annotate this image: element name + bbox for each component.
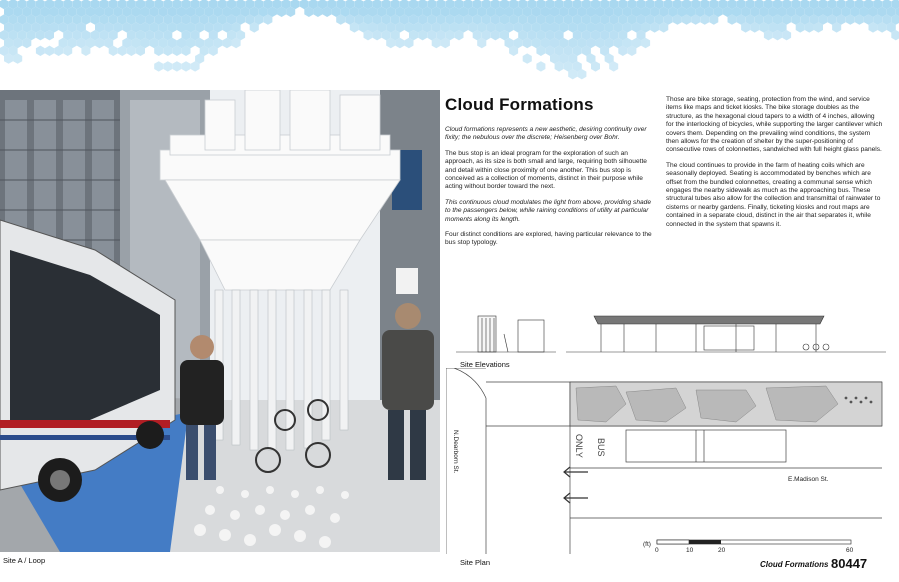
site-elevations-drawing xyxy=(446,312,886,358)
hexagon-cell xyxy=(154,61,163,71)
paragraph: This continuous cloud modulates the light from above, providing shade to the passengers below, while raining conditions of utility at particular moments along its length. xyxy=(445,198,651,223)
paragraph: The cloud continues to provide in the farm of heating coils which are seasonally deployed. Seating is accommodated by benches which are offset from the bundled colonnettes, creating a communal sense which engages the nearby sidewalk as much as the approaching bus. These structural tubes also allow for the collection and transmittal of rainwater to cisterns or nearby gardens. Finally, ticketing kiosks and rout maps are contained in a separate cloud, distinct in the air that separates it, while connected in the system that spawns it. xyxy=(666,161,881,228)
lane-marking-only: ONLY xyxy=(574,434,584,458)
footer-title: Cloud Formations xyxy=(760,560,829,569)
scale-tick-0: 0 xyxy=(655,547,659,554)
hexagon-cell xyxy=(163,61,172,71)
entry-number: 80447 xyxy=(831,556,868,571)
render-caption: Site A / Loop xyxy=(3,556,46,565)
hexagon-cell xyxy=(36,46,45,56)
hexagon-cloud-pattern xyxy=(0,0,899,88)
elevations-caption: Site Elevations xyxy=(460,360,510,369)
plan-caption: Site Plan xyxy=(460,558,491,567)
site-plan-drawing xyxy=(446,368,886,556)
paragraph: Four distinct conditions are explored, having particular relevance to the bus stop typology. xyxy=(445,231,652,247)
paragraph: Those are bike storage, seating, protection from the wind, and service items like maps and ticket kiosks. The bike storage doubles as the structure, as the hexagonal cloud tapers to a width of 4 inches, allowing for the interlocking of bicycles, while supporting the larger cantilever which covers them. Depending on the prevailing wind conditions, the system then allows for the creation of shelter by the super-positioning of consecutive rows of colonnettes, sandwiched with full height glass panels. xyxy=(666,96,883,154)
hexagon-cell xyxy=(182,61,191,71)
bus-stop-rendering xyxy=(0,90,440,552)
street-label-dearborn: N.Dearborn St. xyxy=(452,430,459,474)
hexagon-cell xyxy=(523,53,532,63)
street-label-madison: E.Madison St. xyxy=(788,476,829,483)
scale-tick-60: 60 xyxy=(846,547,854,554)
text-column-2 xyxy=(666,96,884,236)
scale-unit: (ft) xyxy=(643,541,651,548)
paragraph: Cloud formations represents a new aesthetic, desiring continuity over fixity; the nebulous over the discrete; Heisenberg over Bohr. xyxy=(445,126,647,142)
hexagon-cell xyxy=(45,46,54,56)
hexagon-cell xyxy=(536,61,545,71)
lane-marking-bus: BUS xyxy=(596,438,606,457)
text-column-1 xyxy=(445,126,655,255)
page-title: Cloud Formations xyxy=(445,95,594,114)
scale-tick-20: 20 xyxy=(718,547,726,554)
scale-tick-10: 10 xyxy=(686,547,694,554)
paragraph: The bus stop is an ideal program for the exploration of such an approach, as its size is both small and large, requiring both silhouette and detail within close proximity of one another. This bus stop is conceived as a collection of moments, distinct in their purpose while acting without border toward the next. xyxy=(445,149,647,191)
hexagon-cell xyxy=(172,61,181,71)
